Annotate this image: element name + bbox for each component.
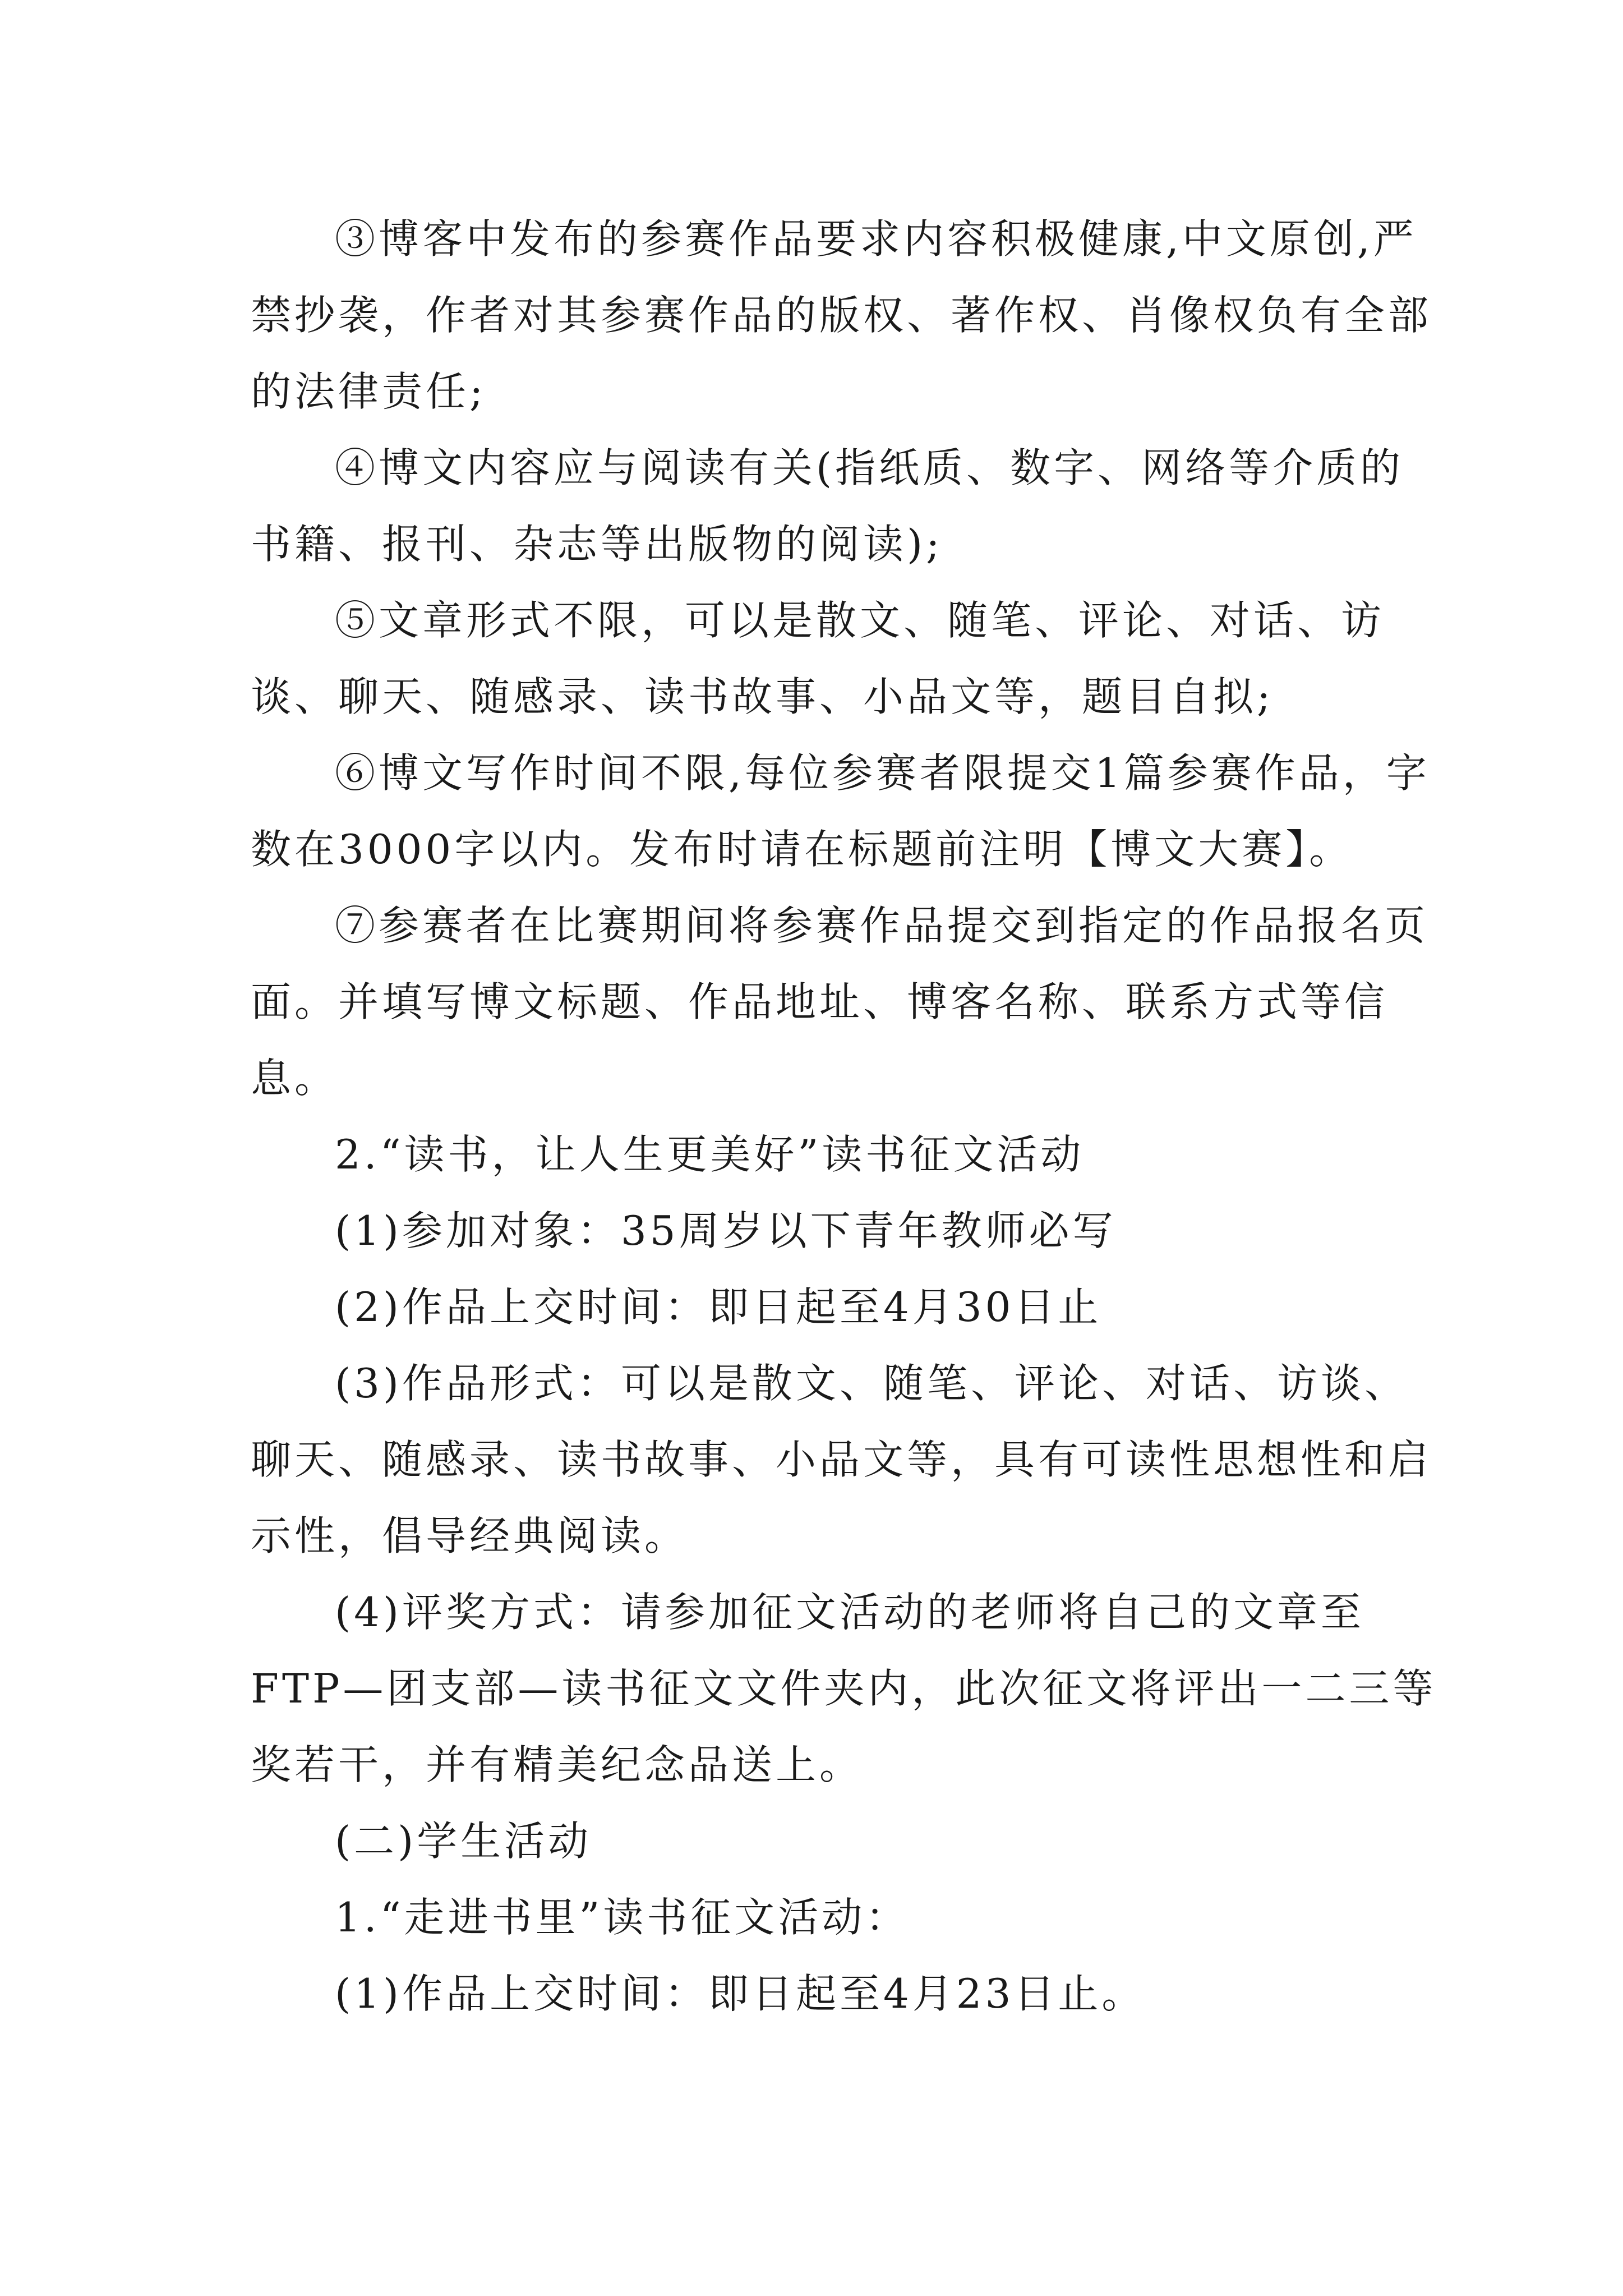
paragraph-item-7: ⑦参赛者在比赛期间将参赛作品提交到指定的作品报名页面。并填写博文标题、作品地址、博客名称、联系方式等信息。: [251, 902, 1429, 1102]
section-heading-essay: 2.“读书，让人生更美好”读书征文活动: [335, 1131, 1085, 1178]
paragraph-item-5: ⑤文章形式不限，可以是散文、随笔、评论、对话、访谈、聊天、随感录、读书故事、小品文等，题目自拟;: [251, 597, 1385, 720]
paragraph-awards: (4)评奖方式：请参加征文活动的老师将自己的文章至FTP—团支部—读书征文文件夹内，此次征文将评出一二三等奖若干，并有精美纪念品送上。: [251, 1589, 1437, 1788]
paragraph-item-6: ⑥博文写作时间不限,每位参赛者限提交1篇参赛作品，字数在3000字以内。发布时请在标题前注明【博文大赛】。: [251, 749, 1430, 873]
paragraph-item-4: ④博文内容应与阅读有关(指纸质、数字、网络等介质的书籍、报刊、杂志等出版物的阅读);: [251, 444, 1404, 568]
paragraph-item-3: ③博客中发布的参赛作品要求内容积极健康,中文原创,严禁抄袭，作者对其参赛作品的版权、著作权、肖像权负有全部的法律责任;: [251, 215, 1432, 415]
paragraph-student-deadline: (1)作品上交时间：即日起至4月23日止。: [335, 1970, 1146, 2017]
section-heading-into-books: 1.“走进书里”读书征文活动：: [335, 1894, 910, 1941]
paragraph-form: (3)作品形式：可以是散文、随笔、评论、对话、访谈、聊天、随感录、读书故事、小品文等，具有可读性思想性和启示性，倡导经典阅读。: [251, 1360, 1432, 1559]
paragraph-deadline: (2)作品上交时间：即日起至4月30日止: [335, 1283, 1102, 1331]
document-body: [251, 201, 1440, 2032]
section-heading-students: (二)学生活动: [335, 1818, 592, 1865]
paragraph-participants: (1)参加对象：35周岁以下青年教师必写: [335, 1207, 1117, 1254]
